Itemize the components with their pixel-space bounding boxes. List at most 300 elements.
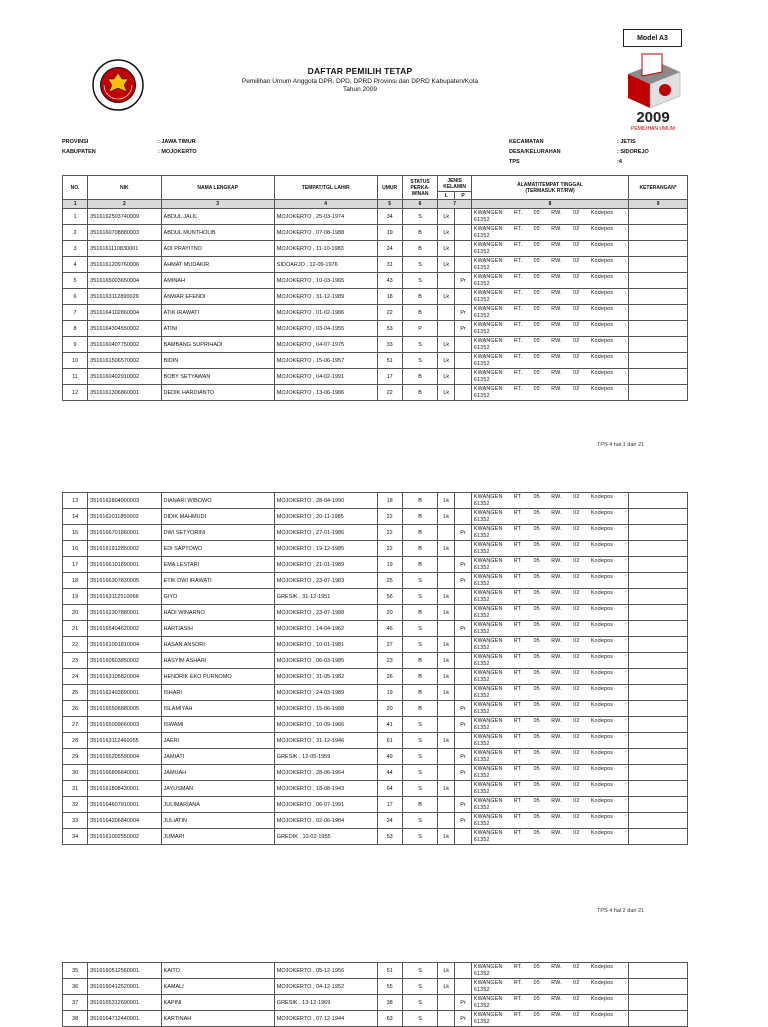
cell-keterangan <box>629 733 688 749</box>
cell-keterangan <box>629 573 688 589</box>
cell-status: B <box>402 509 438 525</box>
address-line-2: 61352 <box>473 344 490 351</box>
address-line-1: KWANGEN RT. 05 RW. 02 Kodepos : <box>473 386 627 392</box>
cell-l <box>438 305 455 321</box>
cell-l: Lk <box>438 385 455 401</box>
cell-umur: 18 <box>377 289 402 305</box>
cell-ttl: MOJOKERTO , 05-12-1956 <box>274 963 377 979</box>
address-line-2: 61352 <box>473 264 490 271</box>
voter-row <box>63 289 688 305</box>
cell-status: S <box>402 813 438 829</box>
cell-p: Pr <box>455 1011 472 1027</box>
cell-keterangan <box>629 605 688 621</box>
info-label: TPS <box>509 159 520 165</box>
cell-no: 7 <box>63 305 88 321</box>
cell-p: Pr <box>455 797 472 813</box>
cell-nik: 3516160708880003 <box>88 225 161 241</box>
cell-l: Lk <box>438 963 455 979</box>
address-line-1: KWANGEN RT. 05 RW. 02 Kodepos : <box>473 1012 627 1018</box>
cell-nik: 3516161506570002 <box>88 353 161 369</box>
cell-p <box>455 385 472 401</box>
cell-ttl: MOJOKERTO , 21-01-1989 <box>274 557 377 573</box>
address-line-1: KWANGEN RT. 05 RW. 02 Kodepos : <box>473 996 627 1002</box>
region-info-right <box>509 137 649 167</box>
column-number: 9 <box>629 200 688 209</box>
cell-umur: 26 <box>377 669 402 685</box>
cell-ttl: MOJOKERTO , 14-04-1962 <box>274 621 377 637</box>
cell-no: 34 <box>63 829 88 845</box>
voter-row <box>63 573 688 589</box>
cell-keterangan <box>629 337 688 353</box>
address-line-2: 61352 <box>473 376 490 383</box>
cell-ttl: MOJOKERTO , 10-09-1966 <box>274 717 377 733</box>
voter-row <box>63 813 688 829</box>
cell-ttl: MOJOKERTO , 13-06-1986 <box>274 385 377 401</box>
cell-keterangan <box>629 369 688 385</box>
cell-p <box>455 589 472 605</box>
cell-p <box>455 209 472 225</box>
cell-no: 9 <box>63 337 88 353</box>
address-line-2: 61352 <box>473 756 490 763</box>
cell-umur: 43 <box>377 273 402 289</box>
cell-l: Lk <box>438 605 455 621</box>
cell-no: 20 <box>63 605 88 621</box>
cell-p: Pr <box>455 557 472 573</box>
voter-row <box>63 225 688 241</box>
address-line-2: 61352 <box>473 836 490 843</box>
cell-nama: KAMALI <box>161 979 274 995</box>
cell-nama: ETIK DWI IRAWATI <box>161 573 274 589</box>
cell-ttl: MOJOKERTO , 02-06-1984 <box>274 813 377 829</box>
cell-alamat <box>471 589 628 605</box>
cell-alamat <box>471 829 628 845</box>
address-line-1: KWANGEN RT. 05 RW. 02 Kodepos : <box>473 670 627 676</box>
cell-alamat <box>471 273 628 289</box>
col-header-nama: NAMA LENGKAP <box>161 176 274 200</box>
cell-ttl: SIDOARJO , 12-09-1976 <box>274 257 377 273</box>
address-line-2: 61352 <box>473 532 490 539</box>
cell-ttl: MOJOKERTO , 15-06-1988 <box>274 701 377 717</box>
cell-nik: 3516163112510066 <box>88 589 161 605</box>
cell-alamat <box>471 733 628 749</box>
cell-nik: 3516164304550002 <box>88 321 161 337</box>
cell-nik: 3516161306860001 <box>88 385 161 401</box>
address-line-2: 61352 <box>473 644 490 651</box>
address-line-2: 61352 <box>473 580 490 587</box>
cell-nama: JAERI <box>161 733 274 749</box>
cell-status: B <box>402 305 438 321</box>
cell-l: Lk <box>438 685 455 701</box>
cell-alamat <box>471 749 628 765</box>
cell-status: B <box>402 605 438 621</box>
cell-umur: 20 <box>377 605 402 621</box>
address-line-1: KWANGEN RT. 05 RW. 02 Kodepos : <box>473 574 627 580</box>
cell-status: S <box>402 717 438 733</box>
cell-l: Lk <box>438 353 455 369</box>
cell-l <box>438 797 455 813</box>
cell-alamat <box>471 797 628 813</box>
cell-nik: 3516164607910001 <box>88 797 161 813</box>
cell-no: 3 <box>63 241 88 257</box>
cell-nama: ATINI <box>161 321 274 337</box>
column-number: 4 <box>274 200 377 209</box>
cell-umur: 38 <box>377 995 402 1011</box>
voter-row <box>63 733 688 749</box>
cell-nik: 3516161209760006 <box>88 257 161 273</box>
address-line-2: 61352 <box>473 724 490 731</box>
cell-p: Pr <box>455 305 472 321</box>
cell-ttl: MOJOKERTO , 04-02-1991 <box>274 369 377 385</box>
cell-no: 2 <box>63 225 88 241</box>
cell-nik: 3516165404620002 <box>88 621 161 637</box>
voter-row <box>63 257 688 273</box>
document-subtitle: Pemilihan Umum Anggota DPR, DPD, DPRD Provinsi dan DPRD Kabupaten/Kota <box>241 78 479 85</box>
cell-p: Pr <box>455 573 472 589</box>
cell-ttl: MOJOKERTO , 25-03-1974 <box>274 209 377 225</box>
cell-umur: 23 <box>377 653 402 669</box>
logo-year-text: 2009 <box>636 109 670 126</box>
cell-nik: 3516161912850002 <box>88 541 161 557</box>
cell-umur: 27 <box>377 637 402 653</box>
cell-ttl: MOJOKERTO , 27-01-1986 <box>274 525 377 541</box>
cell-nama: JAMIATI <box>161 749 274 765</box>
cell-umur: 22 <box>377 385 402 401</box>
cell-status: B <box>402 525 438 541</box>
cell-l: Lk <box>438 541 455 557</box>
cell-nama: EMA LESTARI <box>161 557 274 573</box>
cell-alamat <box>471 209 628 225</box>
cell-ttl: MOJOKERTO , 20-11-1985 <box>274 509 377 525</box>
cell-umur: 17 <box>377 797 402 813</box>
cell-umur: 17 <box>377 369 402 385</box>
cell-nik: 3516162403890001 <box>88 685 161 701</box>
cell-l: Lk <box>438 257 455 273</box>
cell-nik: 3516161001810004 <box>88 637 161 653</box>
address-line-2: 61352 <box>473 820 490 827</box>
cell-umur: 24 <box>377 241 402 257</box>
address-line-2: 61352 <box>473 328 490 335</box>
cell-status: B <box>402 797 438 813</box>
cell-no: 30 <box>63 765 88 781</box>
address-line-1: KWANGEN RT. 05 RW. 02 Kodepos : <box>473 590 627 596</box>
voter-row <box>63 369 688 385</box>
address-line-1: KWANGEN RT. 05 RW. 02 Kodepos : <box>473 750 627 756</box>
address-line-2: 61352 <box>473 804 490 811</box>
cell-ttl: MOJOKERTO , 04-07-1975 <box>274 337 377 353</box>
cell-l <box>438 525 455 541</box>
voter-row <box>63 621 688 637</box>
cell-keterangan <box>629 241 688 257</box>
cell-umur: 33 <box>377 337 402 353</box>
address-line-2: 61352 <box>473 296 490 303</box>
cell-nama: JULIATIN <box>161 813 274 829</box>
address-line-1: KWANGEN RT. 05 RW. 02 Kodepos : <box>473 526 627 532</box>
address-line-2: 61352 <box>473 660 490 667</box>
cell-umur: 22 <box>377 541 402 557</box>
cell-nik: 3516166701860001 <box>88 525 161 541</box>
cell-p <box>455 369 472 385</box>
cell-status: B <box>402 369 438 385</box>
cell-nama: HASYIM ASHARI <box>161 653 274 669</box>
address-line-1: KWANGEN RT. 05 RW. 02 Kodepos : <box>473 510 627 516</box>
document-year: Tahun 2009 <box>343 86 377 93</box>
cell-umur: 22 <box>377 509 402 525</box>
cell-keterangan <box>629 829 688 845</box>
cell-ttl: MOJOKERTO , 03-04-1955 <box>274 321 377 337</box>
cell-l: Lk <box>438 589 455 605</box>
cell-keterangan <box>629 541 688 557</box>
cell-nama: BIDIN <box>161 353 274 369</box>
address-line-2: 61352 <box>473 548 490 555</box>
cell-l: Lk <box>438 653 455 669</box>
cell-no: 21 <box>63 621 88 637</box>
voter-row <box>63 605 688 621</box>
cell-keterangan <box>629 637 688 653</box>
cell-umur: 46 <box>377 621 402 637</box>
voter-row <box>63 385 688 401</box>
cell-status: P <box>402 321 438 337</box>
cell-nama: JAYUSMAN <box>161 781 274 797</box>
cell-keterangan <box>629 963 688 979</box>
address-line-2: 61352 <box>473 392 490 399</box>
cell-ttl: MOJOKERTO , 04-12-1952 <box>274 979 377 995</box>
voter-table-page-3 <box>62 962 688 1027</box>
cell-nik: 3516165312690001 <box>88 995 161 1011</box>
cell-ttl: MOJOKERTO , 10-01-1981 <box>274 637 377 653</box>
cell-p: Pr <box>455 813 472 829</box>
cell-ttl: GREDIK , 10-02-1955 <box>274 829 377 845</box>
cell-keterangan <box>629 749 688 765</box>
info-row-desa <box>509 147 649 157</box>
cell-nama: DEDIK HARDIANTO <box>161 385 274 401</box>
address-line-2: 61352 <box>473 612 490 619</box>
cell-alamat <box>471 813 628 829</box>
cell-l <box>438 557 455 573</box>
cell-status: S <box>402 781 438 797</box>
cell-alamat <box>471 781 628 797</box>
cell-alamat <box>471 637 628 653</box>
cell-nama: HASAN ANSORI <box>161 637 274 653</box>
header-text: (TERMASUK RT/RW) <box>525 187 575 194</box>
cell-no: 26 <box>63 701 88 717</box>
cell-keterangan <box>629 717 688 733</box>
cell-nik: 3516166806640001 <box>88 765 161 781</box>
cell-p <box>455 225 472 241</box>
cell-ttl: MOJOKERTO , 23-07-1983 <box>274 573 377 589</box>
cell-l: Lk <box>438 225 455 241</box>
cell-alamat <box>471 493 628 509</box>
col-header-no: NO. <box>63 176 88 200</box>
cell-alamat <box>471 701 628 717</box>
cell-nama: AHMAT MUDAKIR <box>161 257 274 273</box>
cell-nama: ISHARI <box>161 685 274 701</box>
address-line-1: KWANGEN RT. 05 RW. 02 Kodepos : <box>473 606 627 612</box>
cell-keterangan <box>629 209 688 225</box>
cell-l: Lk <box>438 241 455 257</box>
voter-row <box>63 1011 688 1027</box>
cell-status: S <box>402 979 438 995</box>
address-line-2: 61352 <box>473 788 490 795</box>
cell-no: 15 <box>63 525 88 541</box>
cell-l: Lk <box>438 289 455 305</box>
cell-status: S <box>402 963 438 979</box>
cell-alamat <box>471 525 628 541</box>
address-line-2: 61352 <box>473 312 490 319</box>
address-line-1: KWANGEN RT. 05 RW. 02 Kodepos : <box>473 718 627 724</box>
address-line-2: 61352 <box>473 360 490 367</box>
cell-p <box>455 637 472 653</box>
column-number: 3 <box>161 200 274 209</box>
cell-l <box>438 995 455 1011</box>
cell-alamat <box>471 337 628 353</box>
voter-row <box>63 305 688 321</box>
info-row-kecamatan <box>509 137 649 147</box>
cell-ttl: MOJOKERTO , 28-04-1990 <box>274 493 377 509</box>
address-line-2: 61352 <box>473 596 490 603</box>
cell-l: Lk <box>438 781 455 797</box>
cell-status: S <box>402 733 438 749</box>
cell-p: Pr <box>455 765 472 781</box>
cell-ttl: GRESIK , 31-12-1951 <box>274 589 377 605</box>
cell-nik: 3516161110830001 <box>88 241 161 257</box>
cell-l: Lk <box>438 509 455 525</box>
cell-nama: KARTINAH <box>161 1011 274 1027</box>
address-line-2: 61352 <box>473 500 490 507</box>
cell-l: Lk <box>438 637 455 653</box>
header-text: ALAMAT/TEMPAT TINGGAL <box>517 181 583 188</box>
cell-ttl: MOJOKERTO , 31-12-1989 <box>274 289 377 305</box>
cell-no: 27 <box>63 717 88 733</box>
cell-status: S <box>402 337 438 353</box>
cell-umur: 19 <box>377 557 402 573</box>
cell-keterangan <box>629 1011 688 1027</box>
cell-nama: DWI SETYORINI <box>161 525 274 541</box>
address-line-1: KWANGEN RT. 05 RW. 02 Kodepos : <box>473 258 627 264</box>
cell-no: 14 <box>63 509 88 525</box>
cell-p <box>455 605 472 621</box>
cell-nama: BOBY SETYAWAN <box>161 369 274 385</box>
cell-keterangan <box>629 321 688 337</box>
address-line-1: KWANGEN RT. 05 RW. 02 Kodepos : <box>473 734 627 740</box>
cell-alamat <box>471 557 628 573</box>
cell-keterangan <box>629 669 688 685</box>
address-line-1: KWANGEN RT. 05 RW. 02 Kodepos : <box>473 622 627 628</box>
cell-keterangan <box>629 509 688 525</box>
cell-p <box>455 781 472 797</box>
cell-status: S <box>402 995 438 1011</box>
cell-nama: KAPINI <box>161 995 274 1011</box>
voter-row <box>63 337 688 353</box>
voter-row <box>63 765 688 781</box>
cell-nama: BAMBANG SUPRIHADI <box>161 337 274 353</box>
cell-alamat <box>471 257 628 273</box>
address-line-2: 61352 <box>473 280 490 287</box>
cell-keterangan <box>629 781 688 797</box>
cell-ttl: MOJOKERTO , 01-02-1986 <box>274 305 377 321</box>
cell-ttl: GRESIK , 13-12-1969 <box>274 995 377 1011</box>
cell-no: 12 <box>63 385 88 401</box>
cell-umur: 63 <box>377 1011 402 1027</box>
cell-no: 29 <box>63 749 88 765</box>
cell-ttl: MOJOKERTO , 31-05-1982 <box>274 669 377 685</box>
cell-ttl: MOJOKERTO , 07-08-1988 <box>274 225 377 241</box>
cell-no: 4 <box>63 257 88 273</box>
col-header-jenis-kelamin <box>438 176 472 192</box>
info-label: DESA/KELURAHAN <box>509 149 561 155</box>
cell-nik: 3516166101890001 <box>88 557 161 573</box>
table-header-row <box>63 176 688 192</box>
cell-status: B <box>402 669 438 685</box>
kpu-logo <box>92 59 144 111</box>
cell-no: 38 <box>63 1011 88 1027</box>
voter-table-page-1 <box>62 175 688 401</box>
cell-status: S <box>402 1011 438 1027</box>
cell-l <box>438 717 455 733</box>
column-number-row <box>63 200 688 209</box>
info-row-provinsi <box>62 137 197 147</box>
col-header-p: P <box>455 192 472 200</box>
cell-nik: 3516166307830005 <box>88 573 161 589</box>
cell-keterangan <box>629 701 688 717</box>
info-label: KABUPATEN <box>62 149 96 155</box>
cell-nik: 3516163112890029 <box>88 289 161 305</box>
cell-p: Pr <box>455 621 472 637</box>
address-line-1: KWANGEN RT. 05 RW. 02 Kodepos : <box>473 210 627 216</box>
address-line-2: 61352 <box>473 248 490 255</box>
cell-keterangan <box>629 589 688 605</box>
cell-alamat <box>471 605 628 621</box>
cell-alamat <box>471 653 628 669</box>
cell-no: 13 <box>63 493 88 509</box>
cell-alamat <box>471 385 628 401</box>
cell-l: Lk <box>438 209 455 225</box>
cell-p <box>455 509 472 525</box>
cell-status: S <box>402 209 438 225</box>
address-line-1: KWANGEN RT. 05 RW. 02 Kodepos : <box>473 798 627 804</box>
cell-nama: HADI WINARNO <box>161 605 274 621</box>
address-line-1: KWANGEN RT. 05 RW. 02 Kodepos : <box>473 814 627 820</box>
voter-row <box>63 995 688 1011</box>
document-title-block <box>200 66 520 93</box>
cell-umur: 41 <box>377 717 402 733</box>
cell-p <box>455 257 472 273</box>
cell-nama: ISLAMIYAH <box>161 701 274 717</box>
cell-nama: HENDRIK EKO PURNOMO <box>161 669 274 685</box>
cell-p <box>455 337 472 353</box>
cell-status: S <box>402 353 438 369</box>
info-value: : JAWA TIMUR <box>158 139 196 145</box>
cell-nama: ISWAMI <box>161 717 274 733</box>
cell-p <box>455 241 472 257</box>
cell-nik: 3516164712440001 <box>88 1011 161 1027</box>
cell-l <box>438 1011 455 1027</box>
cell-l: Lk <box>438 829 455 845</box>
cell-no: 19 <box>63 589 88 605</box>
cell-umur: 24 <box>377 813 402 829</box>
cell-p <box>455 829 472 845</box>
cell-p: Pr <box>455 321 472 337</box>
cell-status: S <box>402 257 438 273</box>
cell-ttl: GRESIK , 12-05-1959 <box>274 749 377 765</box>
cell-l: Lk <box>438 979 455 995</box>
col-header-status <box>402 176 438 200</box>
cell-l <box>438 621 455 637</box>
cell-status: S <box>402 621 438 637</box>
voter-row <box>63 749 688 765</box>
cell-nik: 3516164102860004 <box>88 305 161 321</box>
cell-p <box>455 669 472 685</box>
voter-row <box>63 589 688 605</box>
